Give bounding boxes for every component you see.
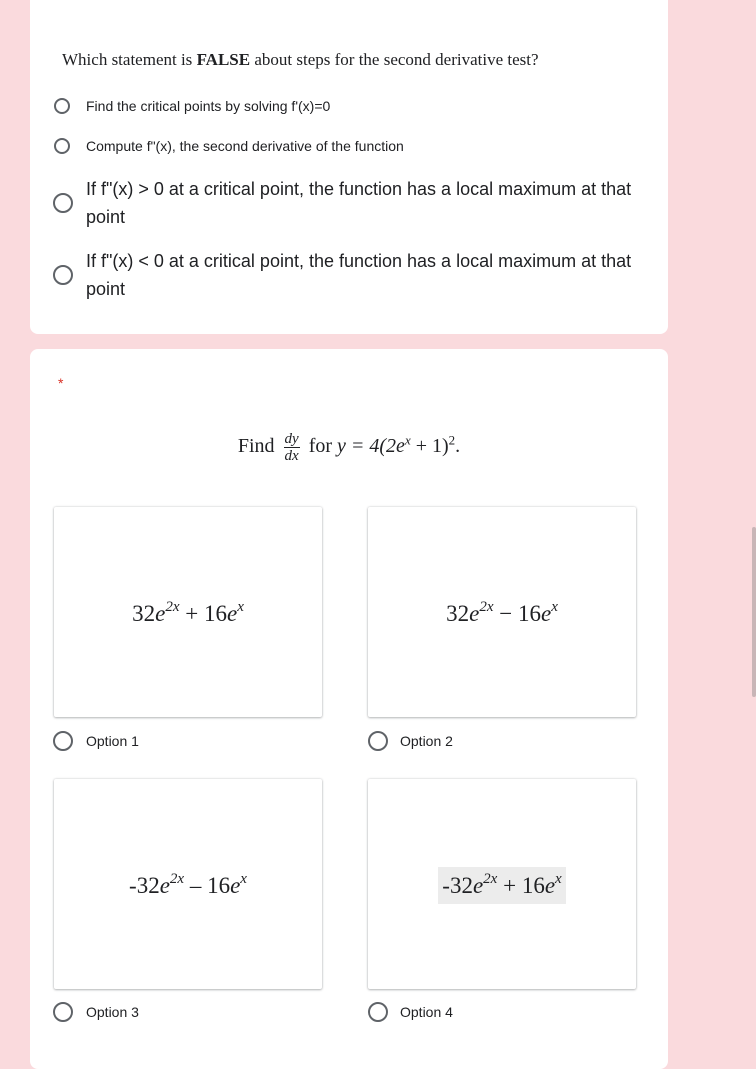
option-1a-label: Find the critical points by solving f'(x)=0 [86, 98, 331, 114]
question-card-1 [30, 0, 668, 334]
title-emphasis: FALSE [196, 50, 251, 69]
option-4-label: Option 4 [400, 1004, 453, 1020]
radio-option-1d[interactable] [53, 265, 73, 285]
option-2-image [368, 507, 636, 717]
radio-option-1c[interactable] [53, 193, 73, 213]
radio-option-1[interactable] [53, 731, 73, 751]
option-3-label: Option 3 [86, 1004, 139, 1020]
radio-option-1b[interactable] [54, 138, 70, 154]
option-1d-label: If f"(x) < 0 at a critical point, the function has a local maximum at that point [86, 251, 632, 299]
option-1c-label: If f"(x) > 0 at a critical point, the function has a local maximum at that point [86, 179, 632, 227]
radio-option-3[interactable] [53, 1002, 73, 1022]
option-2-expression: $32e^{2x} - 16e^x$ [446, 599, 558, 626]
radio-option-2[interactable] [368, 731, 388, 751]
option-4-image [368, 779, 636, 989]
option-4-expression: $-32e^{2x} + 16e^x$ [368, 871, 636, 899]
option-1b-label: Compute f"(x), the second derivative of the function [86, 138, 404, 154]
required-asterisk: * [58, 375, 64, 391]
dy-dx-fraction: $\frac{dy}{dx}$ [284, 431, 299, 464]
radio-option-4[interactable] [368, 1002, 388, 1022]
option-1-label: Option 1 [86, 733, 139, 749]
question-1-title: Which statement is FALSE about steps for the second derivative test? [62, 50, 539, 69]
question-card-2 [30, 349, 668, 1069]
scrollbar-thumb[interactable] [752, 527, 756, 697]
option-1-expression: $32e^{2x} + 16e^x$ [132, 599, 244, 626]
radio-option-1a[interactable] [54, 98, 70, 114]
question-2-prompt: Find $\frac{dy}{dx}$ for $y = 4(2e^x + 1)^2$. [237, 431, 461, 464]
option-2-label: Option 2 [400, 733, 453, 749]
option-1-image [54, 507, 322, 717]
option-3-image [54, 779, 322, 989]
option-3-expression: $-32e^{2x} - 16e^x$ [129, 871, 247, 898]
